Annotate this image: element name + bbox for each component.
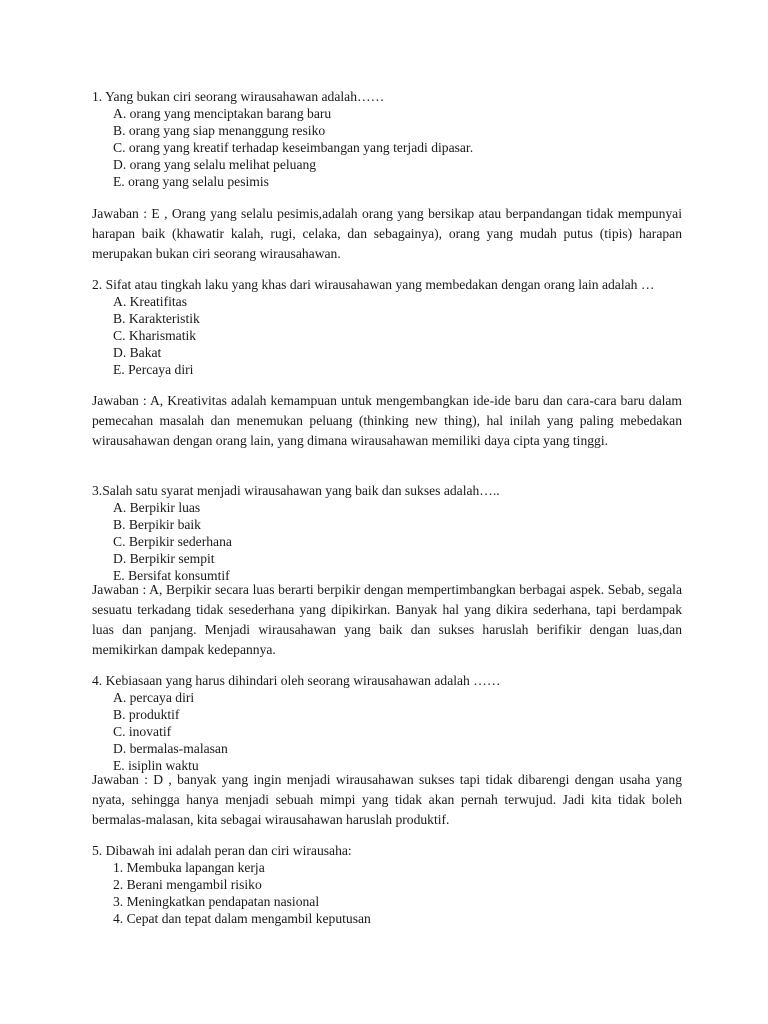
question-stem: 5. Dibawah ini adalah peran dan ciri wirausaha: <box>92 843 352 858</box>
option-list <box>92 499 682 584</box>
option-a: A. orang yang menciptakan barang baru <box>113 106 332 121</box>
question-4 <box>92 672 682 774</box>
option-list <box>92 105 682 190</box>
question-stem: 4. Kebiasaan yang harus dihindari oleh seorang wirausahawan adalah …… <box>92 673 501 688</box>
option-e: E. orang yang selalu pesimis <box>113 174 269 189</box>
item-4: 4. Cepat dan tepat dalam mengambil keputusan <box>113 911 371 926</box>
option-c: C. orang yang kreatif terhadap keseimbangan yang terjadi dipasar. <box>113 140 474 155</box>
question-3 <box>92 482 682 584</box>
option-b: B. Berpikir baik <box>113 517 201 532</box>
option-e: E. Percaya diri <box>113 362 194 377</box>
option-d: D. orang yang selalu melihat peluang <box>113 157 317 172</box>
item-3: 3. Meningkatkan pendapatan nasional <box>113 894 320 909</box>
option-d: D. Berpikir sempit <box>113 551 215 566</box>
option-c: C. Kharismatik <box>113 328 197 343</box>
question-5 <box>92 842 682 927</box>
item-2: 2. Berani mengambil risiko <box>113 877 262 892</box>
option-e: E. isiplin waktu <box>113 758 199 773</box>
option-list <box>92 293 682 378</box>
answer-4: Jawaban : D , banyak yang ingin menjadi wirausahawan sukses tapi tidak dibarengi dengan usaha yang nyata, sehingga hanya menjadi sebuah mimpi yang tidak akan pernah terwujud. Jadi kita tidak boleh bermalas-malasan, kita sebagai wirausahawan haruslah produktif. <box>92 772 682 827</box>
question-1 <box>92 88 682 190</box>
option-list <box>92 859 682 927</box>
question-2 <box>92 276 682 378</box>
option-a: A. Berpikir luas <box>113 500 201 515</box>
option-c: C. Berpikir sederhana <box>113 534 232 549</box>
answer-3: Jawaban : A, Berpikir secara luas berarti berpikir dengan mempertimbangkan berbagai aspek. Sebab, segala sesuatu terkadang tidak sesederhana yang dipikirkan. Banyak hal yang dikira sederhana, tapi berdampak luas dan panjang. Menjadi wirausahawan yang baik dan sukses haruslah berifikir dengan luas,dan memikirkan dampak kedepannya. <box>92 582 682 657</box>
option-a: A. percaya diri <box>113 690 195 705</box>
option-d: D. bermalas-malasan <box>113 741 228 756</box>
question-stem: 2. Sifat atau tingkah laku yang khas dari wirausahawan yang membedakan dengan orang lain adalah … <box>92 277 655 292</box>
option-list <box>92 689 682 774</box>
question-stem: 1. Yang bukan ciri seorang wirausahawan adalah…… <box>92 89 385 104</box>
question-stem: 3.Salah satu syarat menjadi wirausahawan yang baik dan sukses adalah….. <box>92 483 500 498</box>
option-e: E. Bersifat konsumtif <box>113 568 230 583</box>
option-b: B. produktif <box>113 707 180 722</box>
option-d: D. Bakat <box>113 345 162 360</box>
option-c: C. inovatif <box>113 724 172 739</box>
answer-2: Jawaban : A, Kreativitas adalah kemampuan untuk mengembangkan ide-ide baru dan cara-cara baru dalam pemecahan masalah dan menemukan peluang (thinking new thing), hal inilah yang paling mebedakan wirausahawan dengan orang lain, yang dimana wirausahawan memiliki daya cipta yang tinggi. <box>92 393 682 448</box>
option-b: B. Karakteristik <box>113 311 200 326</box>
item-1: 1. Membuka lapangan kerja <box>113 860 265 875</box>
option-a: A. Kreatifitas <box>113 294 187 309</box>
answer-1: Jawaban : E , Orang yang selalu pesimis,adalah orang yang bersikap atau berpandangan tidak mempunyai harapan baik (khawatir kalah, rugi, celaka, dan sebagainya), orang yang mudah putus (tipis) harapan merupakan bukan ciri seorang wirausahawan. <box>92 206 682 261</box>
option-b: B. orang yang siap menanggung resiko <box>113 123 326 138</box>
